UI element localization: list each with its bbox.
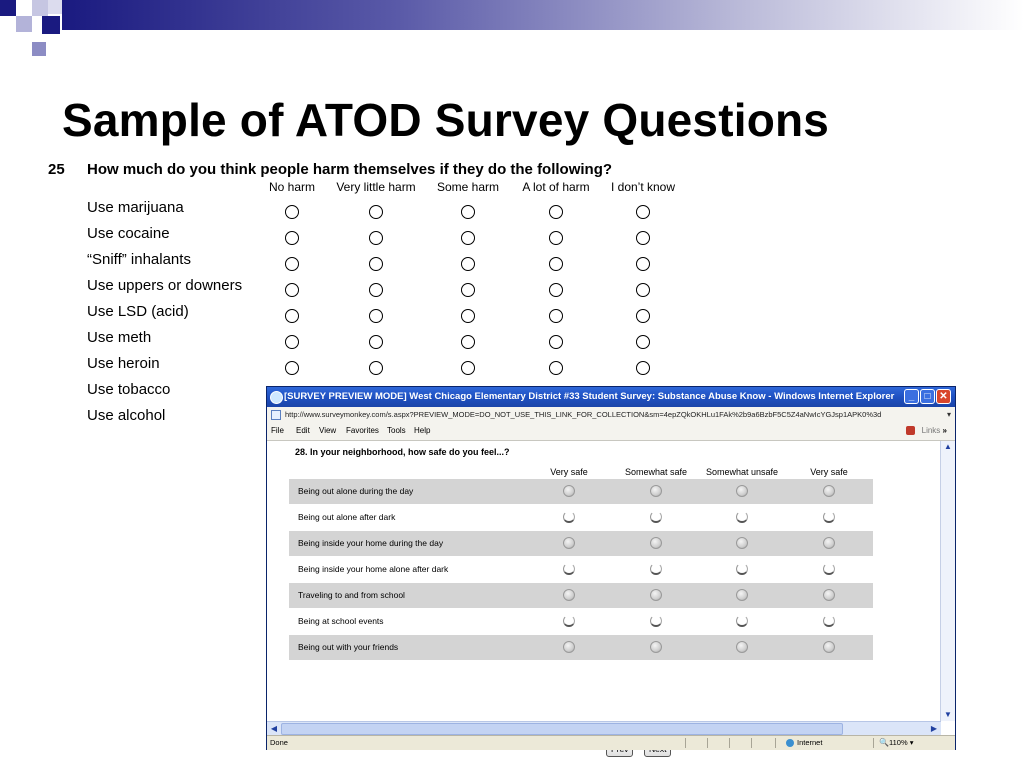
q28-column-very-safe: Very safe xyxy=(550,467,588,477)
radio-button[interactable] xyxy=(650,589,662,601)
radio-button[interactable] xyxy=(285,335,299,349)
maximize-icon: □ xyxy=(924,391,931,402)
radio-button[interactable] xyxy=(736,563,748,575)
browser-title-bar[interactable] xyxy=(267,387,955,407)
radio-button[interactable] xyxy=(736,589,748,601)
header-gradient-bar xyxy=(62,0,1024,30)
column-header-dont-know: I don’t know xyxy=(610,180,676,194)
radio-button[interactable] xyxy=(563,485,575,497)
row-label: Being inside your home during the day xyxy=(298,538,444,548)
radio-button[interactable] xyxy=(736,537,748,549)
radio-button[interactable] xyxy=(823,511,835,523)
radio-button[interactable] xyxy=(736,641,748,653)
radio-button[interactable] xyxy=(636,231,650,245)
column-header-a-lot-of-harm: A lot of harm xyxy=(522,180,590,194)
address-url: http://www.surveymonkey.com/s.aspx?PREVIEW_MODE=DO_NOT_USE_THIS_LINK_FOR_COLLECTION&sm=4epZQkOKHLu1FAk%2b9a6BzbF5C5Z4aNwIcYGJsp1APK0%3d xyxy=(285,410,882,419)
radio-button[interactable] xyxy=(563,511,575,523)
radio-button[interactable] xyxy=(461,231,475,245)
radio-button[interactable] xyxy=(563,615,575,627)
radio-button[interactable] xyxy=(650,563,662,575)
row-label: Use uppers or downers xyxy=(87,277,243,294)
horizontal-scroll-thumb[interactable] xyxy=(281,723,843,735)
radio-button[interactable] xyxy=(461,361,475,375)
radio-button[interactable] xyxy=(369,335,383,349)
status-text: Done xyxy=(270,738,288,747)
menu-favorites[interactable]: Favorites xyxy=(346,426,379,435)
minimize-button[interactable] xyxy=(904,389,919,404)
globe-icon xyxy=(786,739,794,747)
zoom-icon[interactable]: 🔍 xyxy=(879,738,889,747)
slide-title: Sample of ATOD Survey Questions xyxy=(62,94,830,146)
links-label: Links xyxy=(921,426,941,435)
q28-column-somewhat-safe: Somewhat safe xyxy=(624,467,688,477)
radio-button[interactable] xyxy=(285,283,299,297)
radio-button[interactable] xyxy=(650,537,662,549)
row-label: Being out with your friends xyxy=(298,642,399,652)
radio-button[interactable] xyxy=(563,563,575,575)
radio-button[interactable] xyxy=(650,615,662,627)
table-row xyxy=(289,609,873,634)
zoom-level[interactable] xyxy=(889,736,914,750)
radio-button[interactable] xyxy=(285,231,299,245)
radio-button[interactable] xyxy=(549,231,563,245)
radio-button[interactable] xyxy=(736,511,748,523)
minimize-icon: _ xyxy=(908,391,915,402)
radio-button[interactable] xyxy=(823,641,835,653)
menu-view[interactable]: View xyxy=(319,426,337,435)
radio-button[interactable] xyxy=(369,205,383,219)
radio-button[interactable] xyxy=(563,641,575,653)
row-label: Use LSD (acid) xyxy=(87,303,189,320)
scroll-down-icon[interactable]: ▼ xyxy=(944,710,952,719)
zoom-value: 110% xyxy=(889,738,908,747)
page-icon xyxy=(271,410,281,420)
radio-button[interactable] xyxy=(461,283,475,297)
status-divider xyxy=(685,738,686,748)
status-divider xyxy=(729,738,730,748)
q28-column-very-safe-2: Very safe xyxy=(810,467,848,477)
radio-button[interactable] xyxy=(285,309,299,323)
radio-button[interactable] xyxy=(823,589,835,601)
deco-square-lavender-2 xyxy=(32,0,48,16)
radio-button[interactable] xyxy=(636,335,650,349)
radio-button[interactable] xyxy=(636,257,650,271)
radio-button[interactable] xyxy=(823,615,835,627)
question-text: How much do you think people harm themselves if they do the following? xyxy=(87,161,613,178)
table-row xyxy=(289,479,873,504)
column-header-no-harm: No harm xyxy=(268,180,316,194)
radio-button[interactable] xyxy=(285,361,299,375)
browser-title: [SURVEY PREVIEW MODE] West Chicago Elementary District #33 Student Survey: Substance Abuse Know - Windows Internet Explorer xyxy=(284,391,895,402)
horizontal-scrollbar[interactable] xyxy=(267,721,941,735)
radio-button[interactable] xyxy=(461,205,475,219)
row-label: Being at school events xyxy=(298,616,384,626)
radio-button[interactable] xyxy=(369,257,383,271)
radio-button[interactable] xyxy=(549,335,563,349)
status-divider xyxy=(707,738,708,748)
deco-square-lavender-1 xyxy=(16,16,32,32)
security-zone: Internet xyxy=(797,738,823,747)
row-label: Traveling to and from school xyxy=(298,590,405,600)
row-label: Use marijuana xyxy=(87,199,184,216)
ie-logo-icon xyxy=(270,391,283,404)
browser-window xyxy=(266,386,956,750)
question28-text: 28. In your neighborhood, how safe do you feel...? xyxy=(295,447,510,457)
table-row xyxy=(289,635,873,660)
radio-button[interactable] xyxy=(369,361,383,375)
row-label: Use cocaine xyxy=(87,225,170,242)
scroll-up-icon[interactable]: ▲ xyxy=(944,442,952,451)
radio-button[interactable] xyxy=(563,537,575,549)
radio-button[interactable] xyxy=(285,205,299,219)
radio-button[interactable] xyxy=(823,485,835,497)
q28-column-somewhat-unsafe: Somewhat unsafe xyxy=(705,467,779,477)
maximize-button[interactable] xyxy=(920,389,935,404)
radio-button[interactable] xyxy=(369,309,383,323)
address-bar[interactable] xyxy=(267,407,955,423)
radio-button[interactable] xyxy=(461,257,475,271)
radio-button[interactable] xyxy=(461,309,475,323)
zoom-dropdown-icon: ▾ xyxy=(909,738,914,747)
radio-button[interactable] xyxy=(369,231,383,245)
row-label: “Sniff” inhalants xyxy=(87,251,191,268)
status-bar xyxy=(267,735,955,750)
table-row xyxy=(289,505,873,530)
table-row xyxy=(289,583,873,608)
radio-button[interactable] xyxy=(636,309,650,323)
radio-button[interactable] xyxy=(549,205,563,219)
page-content xyxy=(267,441,941,721)
chevron-down-icon[interactable]: ▾ xyxy=(946,410,951,419)
question-number: 25 xyxy=(48,161,65,178)
deco-square-navy-1 xyxy=(0,0,16,16)
close-button[interactable] xyxy=(936,389,951,404)
menu-bar xyxy=(267,422,955,441)
scroll-right-icon[interactable]: ▶ xyxy=(930,724,938,733)
menu-edit[interactable]: Edit xyxy=(296,426,310,435)
radio-button[interactable] xyxy=(369,283,383,297)
radio-button[interactable] xyxy=(549,309,563,323)
radio-button[interactable] xyxy=(549,257,563,271)
column-header-some-harm: Some harm xyxy=(436,180,500,194)
table-row xyxy=(289,531,873,556)
radio-button[interactable] xyxy=(636,283,650,297)
deco-square-lavender-3 xyxy=(32,42,46,56)
scroll-left-icon[interactable]: ◀ xyxy=(270,724,278,733)
close-icon: ✕ xyxy=(939,391,948,402)
status-divider xyxy=(751,738,752,748)
chevron-right-icon: » xyxy=(942,426,947,435)
radio-button[interactable] xyxy=(285,257,299,271)
row-label: Being out alone after dark xyxy=(298,512,396,522)
radio-button[interactable] xyxy=(823,563,835,575)
radio-button[interactable] xyxy=(636,205,650,219)
radio-button[interactable] xyxy=(636,361,650,375)
row-label: Being out alone during the day xyxy=(298,486,414,496)
radio-button[interactable] xyxy=(650,641,662,653)
status-divider xyxy=(873,738,874,748)
radio-button[interactable] xyxy=(650,511,662,523)
row-label: Use alcohol xyxy=(87,407,166,424)
menu-tools[interactable]: Tools xyxy=(387,426,406,435)
toolbar-tools-icon[interactable] xyxy=(906,426,915,435)
row-label: Use heroin xyxy=(87,355,160,372)
menu-help[interactable]: Help xyxy=(414,426,431,435)
radio-button[interactable] xyxy=(823,537,835,549)
row-label: Use tobacco xyxy=(87,381,171,398)
radio-button[interactable] xyxy=(736,485,748,497)
deco-square-navy-2 xyxy=(42,16,60,34)
row-label: Use meth xyxy=(87,329,152,346)
radio-button[interactable] xyxy=(461,335,475,349)
status-divider xyxy=(775,738,776,748)
vertical-scrollbar[interactable] xyxy=(940,441,955,721)
radio-button[interactable] xyxy=(650,485,662,497)
radio-button[interactable] xyxy=(563,589,575,601)
radio-button[interactable] xyxy=(736,615,748,627)
radio-button[interactable] xyxy=(549,283,563,297)
column-header-very-little-harm: Very little harm xyxy=(336,180,416,194)
table-row xyxy=(289,557,873,582)
row-label: Being inside your home alone after dark xyxy=(298,564,449,574)
menu-file[interactable]: File xyxy=(271,426,284,435)
links-button[interactable] xyxy=(922,422,947,440)
radio-button[interactable] xyxy=(549,361,563,375)
deco-square-lavender-4 xyxy=(48,0,62,14)
